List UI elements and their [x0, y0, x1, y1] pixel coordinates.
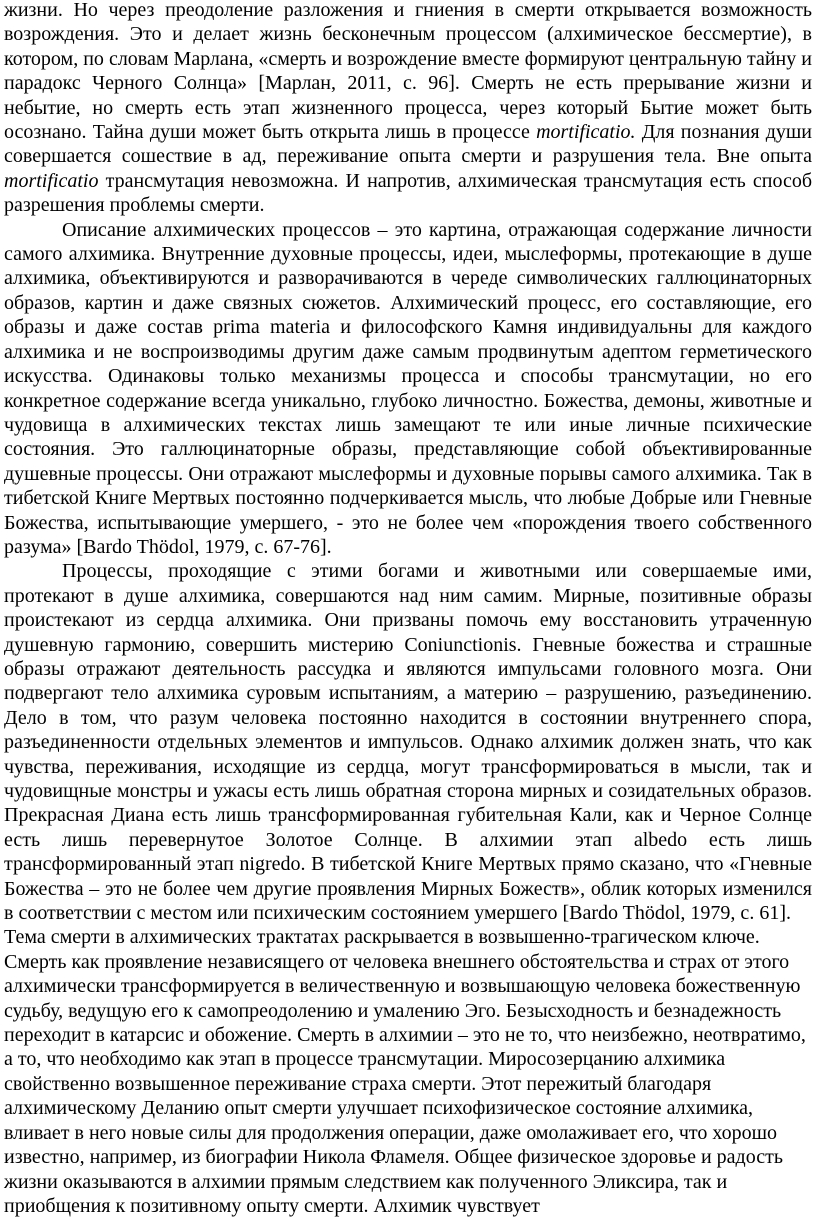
text-segment: жизни. Но через преодоление разложения и гниения в смерти открывается возможность возрождения. Это и делает жизнь бесконечным процессом (алхимическое бессмертие), в котором, по словам Марлана, «смерть и возрождение вместе формируют центральную тайну и парадокс Черного Солнца» [Марлан, 2011, с. 96]. Смерть не есть прерывание жизни и небытие, но смерть есть этап жизненного процесса, через который Бытие может быть осознано. Тайна души может быть открыта лишь в процессе: [4, 0, 812, 144]
text-segment: Тема смерти в алхимических трактатах раскрывается в возвышенно-трагическом ключе. Смерть как проявление независящего от человека внешнего обстоятельства и страх от этого алхимически трансформируется в величественную и возвышающую человека божественную судьбу, ведущую его к самопреодолению и умалению Эго. Безысходность и безнадежность переходит в катарсис и обожение. Смерть в алхимии – это не то, что неизбежно, неотвратимо, а то, что необходимо как этап в процессе трансмутации. Миросозерцанию алхимика свойственно возвышенное переживание страха смерти. Этот пережитый благодаря алхимическому Деланию опыт смерти улучшает психофизическое состояние алхимика, вливает в него новые силы для продолжения операции, даже омолаживает его, что хорошо известно, например, из биографии Никола Фламеля. Общее физическое здоровье и радость жизни оказываются в алхимии прямым следствием как полученного Эликсира, так и приобщения к позитивному опыту смерти. Алхимик чувствует: [4, 926, 806, 1217]
paragraph-theme-of-death: [4, 925, 812, 1218]
paragraph-gods-and-animals: [4, 559, 812, 925]
text-segment: трансмутация невозможна. И напротив, алхимическая трансмутация есть способ разрешения проблемы смерти.: [4, 169, 812, 217]
italic-term: mortificatio: [4, 169, 99, 192]
text-segment: Описание алхимических процессов – это картина, отражающая содержание личности самого алхимика. Внутренние духовные процессы, идеи, мыслеформы, протекающие в душе алхимика, объективируются и разворачиваются в череде символических галлюцинаторных образов, картин и даже связных сюжетов. Алхимический процесс, его составляющие, его образы и даже состав prima materia и философского Камня индивидуальны для каждого алхимика и не воспроизводимы другим даже самым продвинутым адептом герметического искусства. Одинаковы только механизмы процесса и способы трансмутации, но его конкретное содержание всегда уникально, глубоко личностно. Божества, демоны, животные и чудовища в алхимических текстах лишь замещают те или иные личные психические состояния. Это галлюцинаторные образы, представляющие собой объективированные душевные процессы. Они отражают мыслеформы и духовные порывы самого алхимика. Так в тибетской Книге Мертвых постоянно подчеркивается мысль, что любые Добрые или Гневные Божества, испытывающие умершего, - это не более чем «порождения твоего собственного разума» [Bardo Thödol, 1979, с. 67-76].: [4, 218, 812, 558]
italic-term: mortificatio.: [536, 121, 636, 144]
paragraph-continuation: [4, 0, 812, 218]
text-segment: Процессы, проходящие с этими богами и животными или совершаемые ими, протекают в душе алхимика, совершаются над ним самим. Мирные, позитивные образы проистекают из сердца алхимика. Они призваны помочь ему восстановить утраченную душевную гармонию, совершить мистерию Coniunctionis. Гневные божества и страшные образы отражают деятельность рассудка и являются импульсами головного мозга. Они подвергают тело алхимика суровым испытаниям, а материю – разрушению, разъединению. Дело в том, что разум человека постоянно находится в состоянии внутреннего спора, разъединенности отдельных элементов и импульсов. Однако алхимик должен знать, что как чувства, переживания, исходящие из сердца, могут трансформироваться в мысли, так и чудовищные монстры и ужасы есть лишь обратная сторона мирных и созидательных образов. Прекрасная Диана есть лишь трансформированная губительная Кали, как и Черное Солнце есть лишь перевернутое Золотое Солнце. В алхимии этап albedo есть лишь трансформированный этап nigredo. В тибетской Книге Мертвых прямо сказано, что «Гневные Божества – это не более чем другие проявления Мирных Божеств», облик которых изменился в соответствии с местом или психическим состоянием умершего [Bardo Thödol, 1979, с. 61].: [4, 560, 812, 925]
paragraph-alchemical-processes: [4, 218, 812, 560]
text-segment: Для познания души совершается сошествие в ад, переживание опыта смерти и разрушения тела. Вне опыта: [4, 121, 813, 168]
